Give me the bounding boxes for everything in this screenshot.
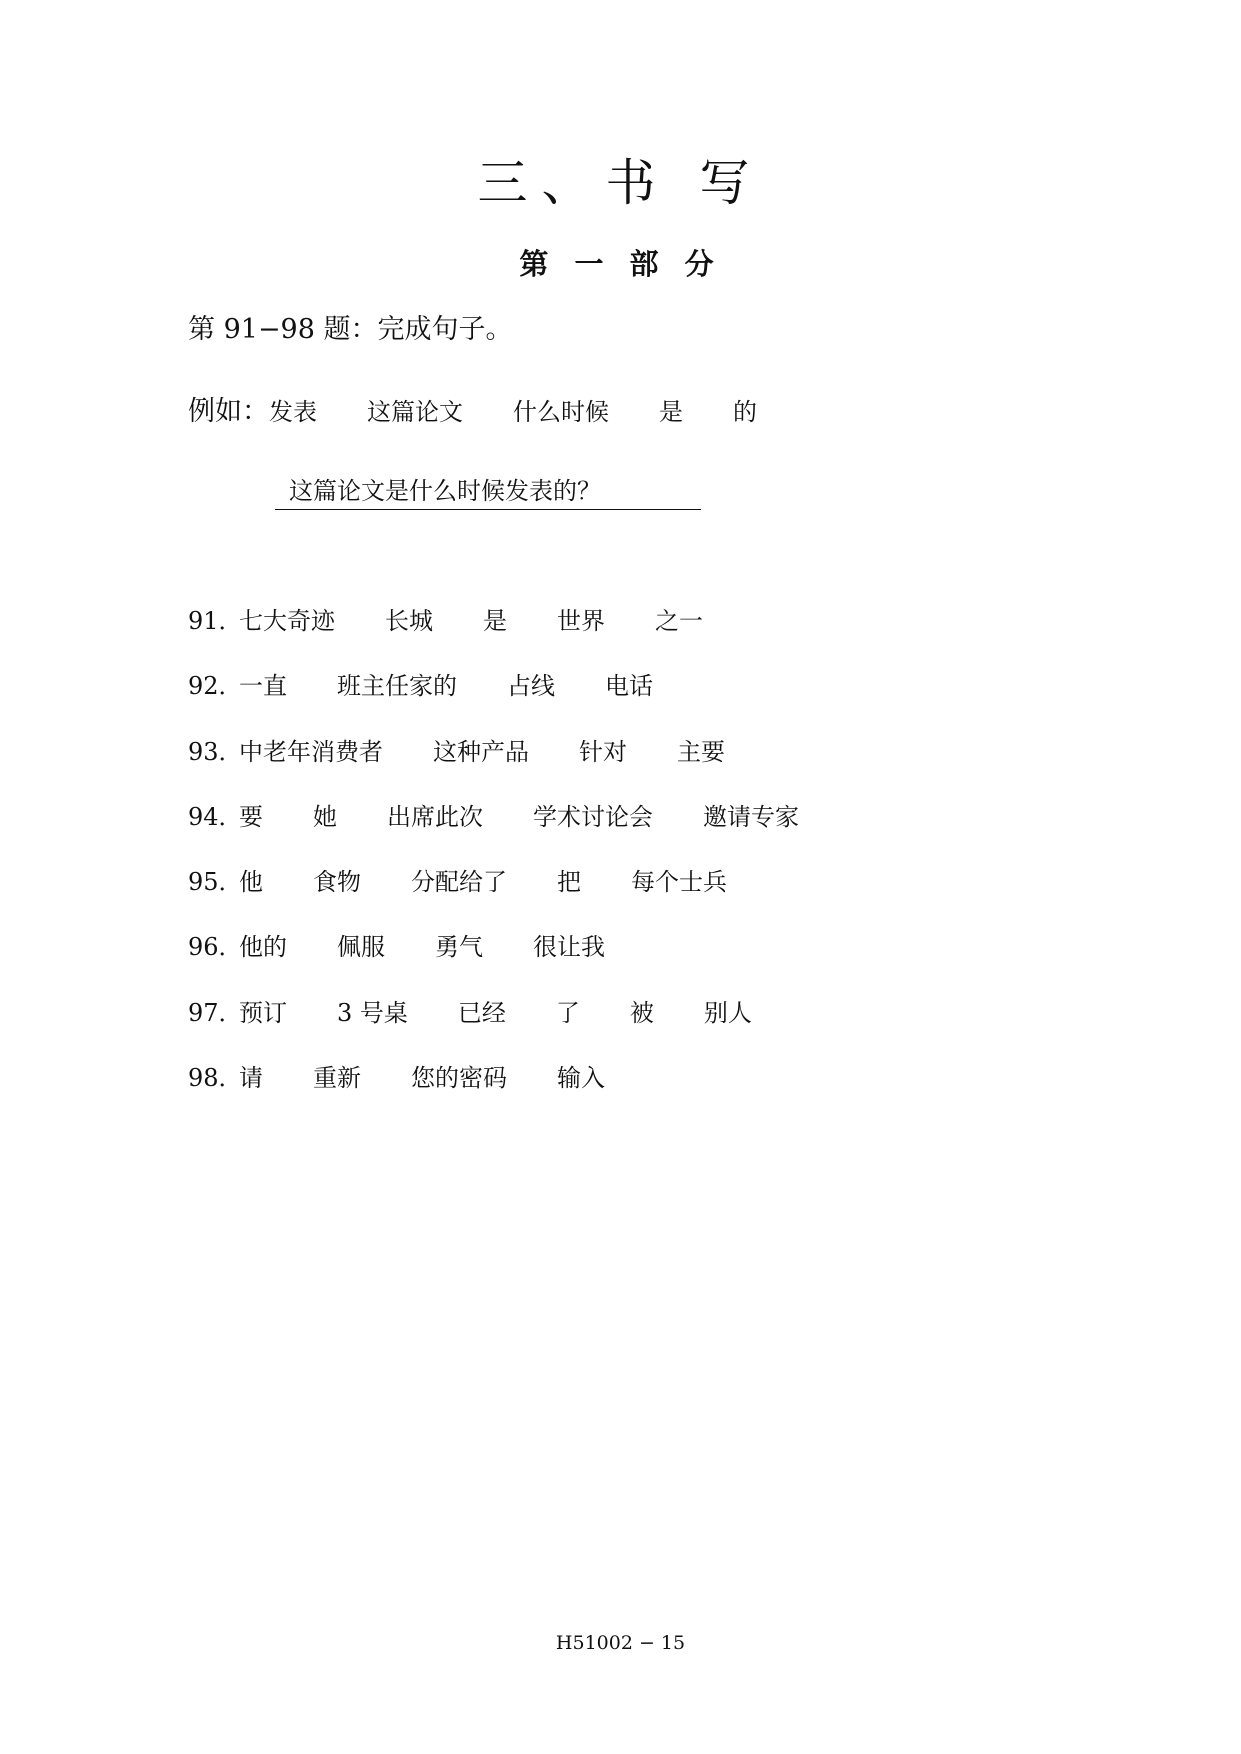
word-item: 把: [557, 868, 581, 897]
word-item: 别人: [703, 998, 752, 1027]
example-label: 例如：: [188, 396, 269, 427]
word-item: 每个士兵: [631, 868, 727, 897]
question-number: 97．: [188, 998, 243, 1027]
example-word: 什么时候: [513, 398, 609, 426]
word-item: 学术讨论会: [533, 802, 653, 831]
question-words: [239, 865, 777, 899]
word-item: 已经: [457, 998, 506, 1027]
question-list: [188, 604, 849, 1126]
question-words: [239, 800, 849, 834]
example-word: 是: [659, 398, 683, 426]
word-item: 主要: [677, 737, 725, 766]
question-number: 95．: [188, 868, 243, 897]
question-item: [188, 996, 849, 1061]
question-words: [239, 1061, 655, 1095]
word-item: 他: [239, 868, 263, 897]
word-item: 出席此次: [387, 802, 483, 831]
word-item: 您的密码: [411, 1064, 507, 1093]
question-item: [188, 930, 849, 995]
page-footer: H51002 − 15: [555, 1632, 686, 1654]
example-answer-line: 这篇论文是什么时候发表的？: [275, 474, 701, 510]
question-number: 92．: [188, 672, 243, 701]
word-item: 她: [313, 802, 337, 831]
example-word: 发表: [269, 398, 317, 426]
question-words: [239, 669, 703, 703]
word-item: 七大奇迹: [239, 607, 335, 635]
word-item: 请: [239, 1064, 263, 1093]
word-item: 一直: [239, 672, 287, 701]
word-item: 这种产品: [433, 737, 529, 766]
word-item: 中老年消费者: [239, 737, 383, 766]
word-item: 3 号桌: [337, 998, 408, 1027]
question-words: [239, 604, 753, 638]
instruction-text: 第 91−98 题：完成句子。: [188, 314, 513, 345]
question-words: [239, 996, 802, 1030]
question-item: [188, 865, 849, 930]
word-item: 世界: [557, 607, 605, 635]
example-row: [188, 392, 807, 432]
question-number: 91．: [188, 607, 243, 635]
word-item: 很让我: [533, 933, 605, 962]
word-item: 之一: [655, 607, 703, 635]
example-word: 这篇论文: [367, 398, 463, 426]
question-item: [188, 1061, 849, 1126]
question-number: 96．: [188, 933, 243, 962]
word-item: 了: [555, 998, 580, 1027]
word-item: 重新: [313, 1064, 361, 1093]
question-item: [188, 735, 849, 800]
word-item: 邀请专家: [703, 802, 799, 831]
question-item: [188, 800, 849, 865]
word-item: 要: [239, 802, 263, 831]
word-item: 长城: [385, 607, 433, 635]
word-item: 班主任家的: [337, 672, 457, 701]
word-item: 是: [483, 607, 507, 635]
word-item: 他的: [239, 933, 287, 962]
word-item: 针对: [579, 737, 627, 766]
word-item: 分配给了: [411, 868, 507, 897]
word-item: 电话: [605, 672, 653, 701]
word-item: 被: [629, 998, 654, 1027]
word-item: 预订: [239, 998, 287, 1027]
word-item: 佩服: [337, 933, 385, 962]
question-words: [239, 735, 775, 769]
word-item: 勇气: [435, 933, 483, 962]
question-item: [188, 669, 849, 734]
word-item: 占线: [507, 672, 555, 701]
example-word: 的: [733, 398, 757, 426]
question-number: 93．: [188, 737, 243, 766]
section-title: 三、书 写: [477, 154, 764, 212]
part-title: 第 一 部 分: [519, 247, 722, 281]
question-number: 98．: [188, 1064, 243, 1093]
word-item: 输入: [557, 1064, 605, 1093]
question-item: [188, 604, 849, 669]
word-item: 食物: [313, 868, 361, 897]
question-words: [239, 930, 655, 964]
question-number: 94．: [188, 802, 243, 831]
